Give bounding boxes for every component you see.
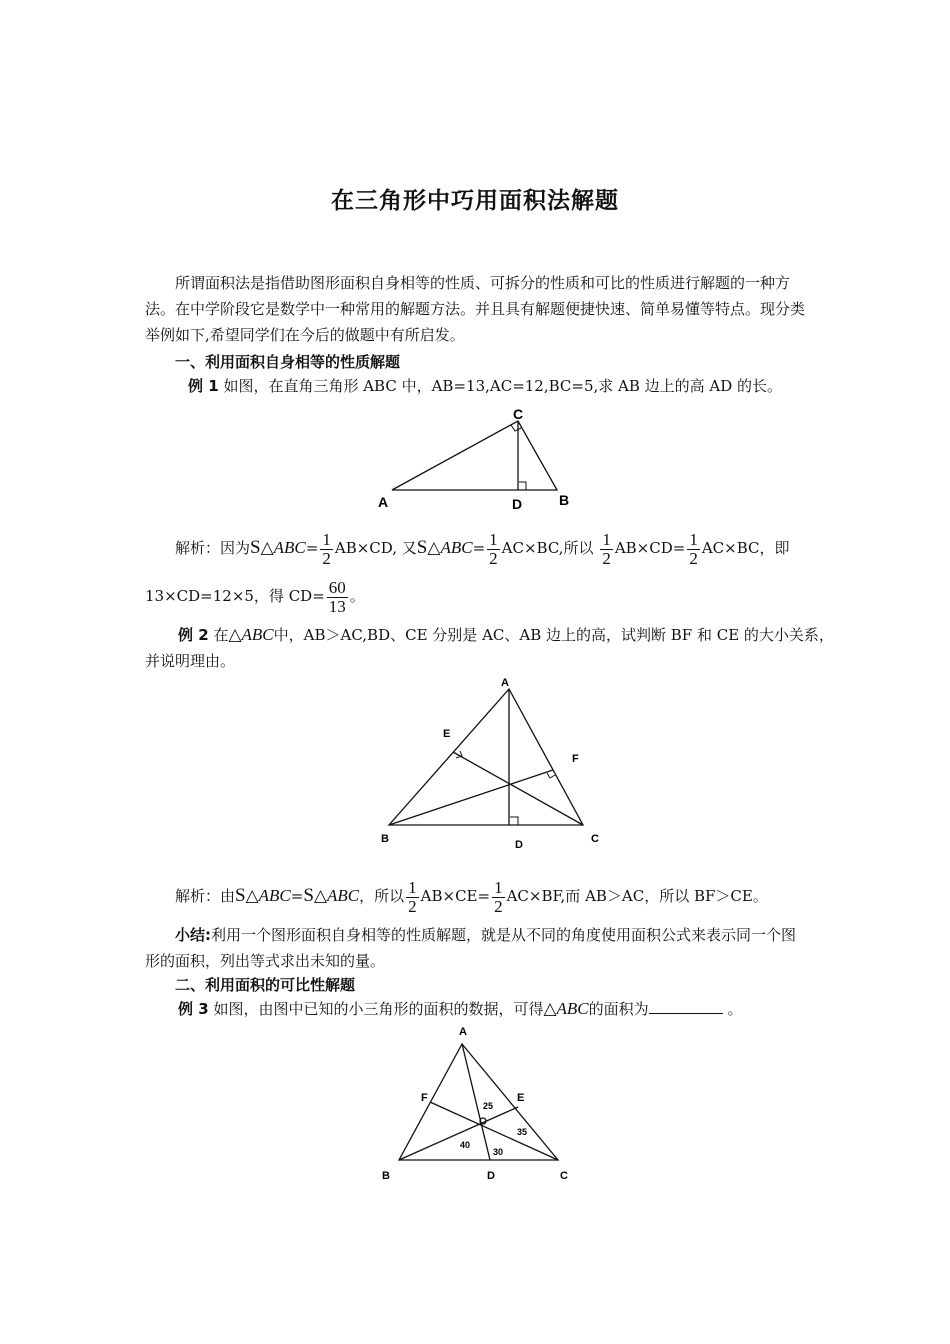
label-f: F bbox=[421, 1092, 428, 1104]
fraction-half: $\frac{1}{2}$ bbox=[689, 529, 698, 568]
area-label-25: 25 bbox=[483, 1101, 494, 1111]
example-3-end: 。 bbox=[727, 1000, 743, 1018]
label-c: C bbox=[513, 406, 524, 422]
area-label-40: 40 bbox=[460, 1140, 471, 1150]
equals-sign: = bbox=[305, 539, 319, 557]
label-b: B bbox=[382, 1170, 390, 1182]
fraction-cd: $\frac{60}{13}$ bbox=[328, 577, 346, 616]
example-3-label: 例 3 bbox=[178, 1000, 209, 1018]
example-1-label: 例 1 bbox=[188, 377, 219, 395]
equals-sign: = bbox=[290, 887, 304, 905]
label-d: D bbox=[512, 496, 523, 512]
triangle-symbol: △ABC bbox=[313, 886, 360, 905]
figure-cevians-triangle bbox=[375, 1022, 585, 1187]
triangle-abc bbox=[392, 421, 557, 490]
label-c: C bbox=[560, 1170, 568, 1182]
solution-1-text-1: AB×CD, 又 bbox=[334, 539, 417, 557]
solution-2-text-1: ，所以 bbox=[359, 887, 405, 905]
label-b: B bbox=[559, 492, 570, 508]
fraction-half: $\frac{1}{2}$ bbox=[494, 877, 503, 916]
solution-1-line-1 bbox=[175, 526, 789, 570]
solution-1-line-2 bbox=[145, 574, 365, 618]
example-3-line bbox=[178, 996, 742, 1022]
figure-right-triangle bbox=[370, 405, 580, 515]
solution-2-line bbox=[175, 874, 768, 918]
solution-2-intro: 解析：由 bbox=[175, 887, 236, 905]
triangle-abc bbox=[389, 689, 583, 825]
fraction-half: $\frac{1}{2}$ bbox=[602, 529, 611, 568]
example-2-text-b: 中，AB＞AC,BD、CE 分别是 AC、AB 边上的高，试判断 BF 和 CE 的大小关系， bbox=[273, 626, 834, 644]
label-a: A bbox=[501, 677, 509, 689]
right-angle-mark-d bbox=[519, 482, 526, 490]
label-a: A bbox=[378, 494, 389, 510]
label-d: D bbox=[487, 1170, 495, 1182]
summary-label: 小结: bbox=[175, 926, 211, 944]
label-a: A bbox=[459, 1026, 467, 1038]
right-angle-mark-c bbox=[511, 425, 521, 431]
example-3-text-a: 如图，由图中已知的小三角形的面积的数据，可得 bbox=[213, 1000, 544, 1018]
intro-paragraph: 所谓面积法是指借助图形面积自身相等的性质、可拆分的性质和可比的性质进行解题的一种方法。在中学阶段它是数学中一种常用的解题方法。并且具有解题便捷快速、简单易懂等特点。现分类举例如下,希望同学们在今后的做题中有所启发。 bbox=[145, 274, 806, 344]
figure-altitudes-triangle bbox=[372, 672, 612, 852]
solution-1-text-5: 13×CD=12×5，得 CD= bbox=[145, 587, 325, 605]
right-angle-mark-f bbox=[547, 773, 555, 778]
solution-1-text-3: AB×CD= bbox=[614, 539, 686, 557]
label-b: B bbox=[381, 833, 389, 845]
example-2-line-1 bbox=[178, 622, 834, 648]
label-c: C bbox=[591, 833, 599, 845]
example-2-text-a: 在 bbox=[213, 626, 229, 644]
section-heading-1: 一、利用面积自身相等的性质解题 bbox=[175, 353, 401, 371]
solution-1-intro: 解析：因为 bbox=[175, 539, 251, 557]
fraction-half: $\frac{1}{2}$ bbox=[322, 529, 331, 568]
example-1-text: 如图，在直角三角形 ABC 中，AB=13,AC=12,BC=5,求 AB 边上的高 AD 的长。 bbox=[223, 377, 783, 395]
example-1 bbox=[188, 373, 782, 399]
page-title: 在三角形中巧用面积法解题 bbox=[331, 188, 619, 214]
right-angle-mark-d bbox=[510, 817, 518, 825]
example-2-line-2: 并说明理由。 bbox=[145, 652, 236, 670]
triangle-symbol: △ABC bbox=[427, 538, 473, 557]
triangle-symbol: △ABC bbox=[543, 999, 589, 1018]
area-label-35: 35 bbox=[517, 1127, 528, 1137]
solution-1-end: 。 bbox=[349, 587, 365, 605]
answer-blank[interactable] bbox=[649, 999, 723, 1014]
equals-sign: = bbox=[472, 539, 486, 557]
triangle-symbol: △ABC bbox=[260, 538, 306, 557]
summary-paragraph bbox=[145, 922, 807, 974]
solution-2-text-2: AB×CE= bbox=[420, 887, 491, 905]
area-symbol: S bbox=[250, 537, 261, 558]
triangle-symbol: △ABC bbox=[245, 886, 291, 905]
fraction-half: $\frac{1}{2}$ bbox=[489, 529, 498, 568]
label-f: F bbox=[572, 753, 579, 765]
area-symbol: S bbox=[303, 885, 314, 906]
example-2-label: 例 2 bbox=[178, 626, 209, 644]
example-3-text-b: 的面积为 bbox=[588, 1000, 649, 1018]
solution-1-text-2: AC×BC,所以 bbox=[501, 539, 594, 557]
area-symbol: S bbox=[235, 885, 246, 906]
area-label-30: 30 bbox=[493, 1147, 504, 1157]
solution-1-text-4: AC×BC，即 bbox=[701, 539, 790, 557]
summary-text: 利用一个图形面积自身相等的性质解题，就是从不同的角度使用面积公式来表示同一个图形的面积，列出等式求出未知的量。 bbox=[145, 926, 797, 970]
solution-2-text-3: AC×BF,而 AB＞AC，所以 BF＞CE。 bbox=[506, 887, 768, 905]
label-d: D bbox=[515, 839, 523, 851]
fraction-half: $\frac{1}{2}$ bbox=[408, 877, 417, 916]
label-e: E bbox=[517, 1092, 525, 1104]
section-heading-2: 二、利用面积的可比性解题 bbox=[175, 976, 356, 994]
label-e: E bbox=[443, 728, 451, 740]
triangle-symbol: △ABC bbox=[228, 625, 274, 644]
area-symbol: S bbox=[416, 537, 428, 558]
